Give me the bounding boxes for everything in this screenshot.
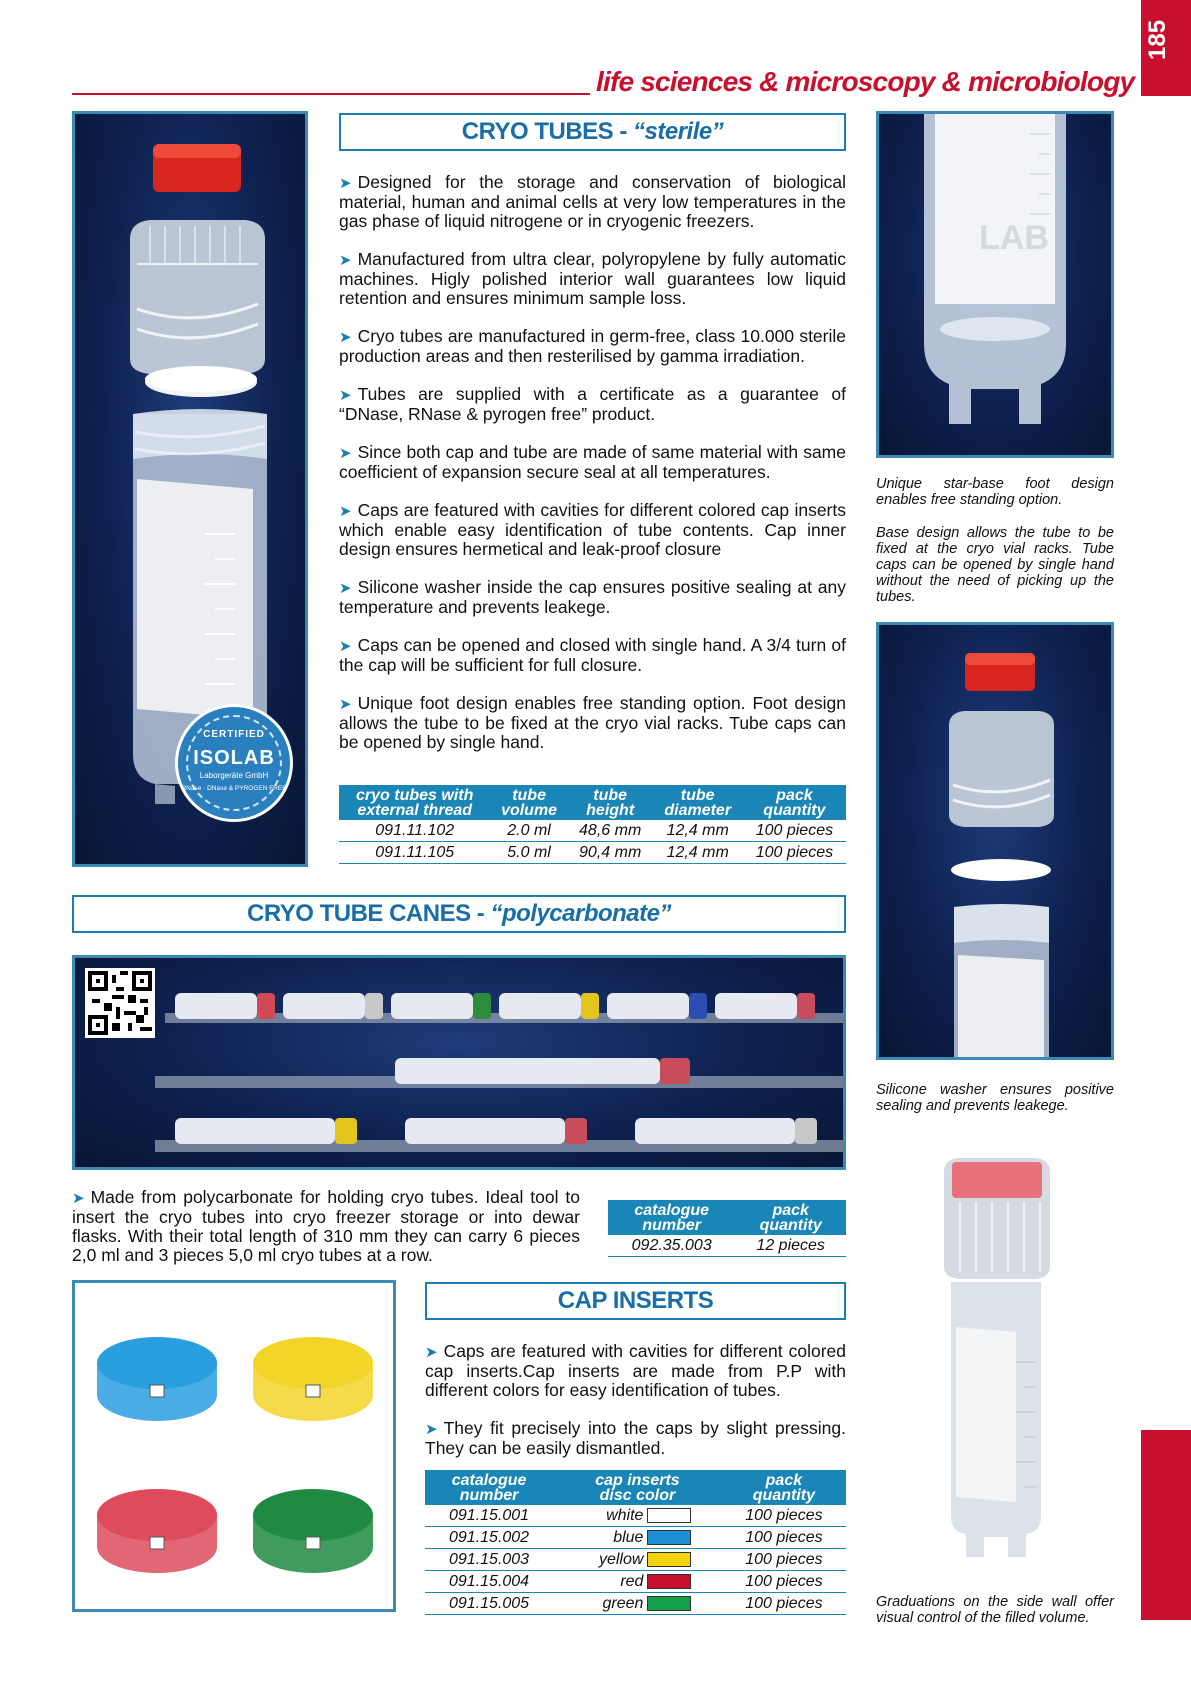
section-heading: life sciences & microscopy & microbiology xyxy=(596,66,1135,97)
table-cell: 100 pieces xyxy=(722,1571,846,1593)
color-swatch xyxy=(647,1552,691,1567)
arrow-right-icon: ➤ xyxy=(339,503,352,520)
table-cell xyxy=(553,1549,722,1571)
feature-paragraph: ➤ Silicone washer inside the cap ensures positive sealing at any temperature and prevents leakege. xyxy=(339,577,846,617)
arrow-right-icon: ➤ xyxy=(339,175,352,192)
arrow-right-icon: ➤ xyxy=(339,696,352,713)
full-tube-illustration xyxy=(876,1132,1114,1581)
cane-tube xyxy=(499,993,581,1019)
feature-paragraph: ➤ Tubes are supplied with a certificate as a guarantee of “DNase, RNase & pyrogen free” product. xyxy=(339,384,846,424)
column-header: catalogue number xyxy=(608,1200,735,1235)
table-header-row xyxy=(425,1470,846,1505)
canes-title xyxy=(72,895,846,933)
feature-paragraph: ➤ Caps can be opened and closed with single hand. A 3/4 turn of the cap will be sufficient for full closure. xyxy=(339,635,846,675)
canes-spec-table xyxy=(608,1200,846,1257)
table-cell: 12,4 mm xyxy=(653,842,743,864)
column-header: tube height xyxy=(568,785,653,820)
table-cell: 100 pieces xyxy=(743,820,846,842)
cane-tube xyxy=(391,993,473,1019)
table-cell: 091.15.005 xyxy=(425,1593,553,1615)
color-swatch xyxy=(647,1596,691,1611)
table-cell: 100 pieces xyxy=(743,842,846,864)
washer-photo xyxy=(876,622,1114,1060)
cane-tube-cap xyxy=(581,993,599,1019)
page-number: 185 xyxy=(1144,19,1171,60)
badge-subtitle: Laborgeräte GmbH xyxy=(199,771,269,780)
cane-tube xyxy=(607,993,689,1019)
table-row xyxy=(339,842,846,864)
star-base-caption: Unique star-base foot design enables free standing option. xyxy=(876,476,1114,508)
certified-badge xyxy=(175,704,293,822)
feature-paragraph: ➤ Designed for the storage and conservation of biological material, human and animal cells at very low temperatures in the gas phase of liquid nitrogene or in cryogenic freezers. xyxy=(339,172,846,231)
cap-inserts-photo xyxy=(72,1280,396,1612)
column-header: pack quantity xyxy=(735,1200,846,1235)
table-cell: 091.15.001 xyxy=(425,1505,553,1527)
cane-tube-cap xyxy=(689,993,707,1019)
canes-photo xyxy=(72,955,846,1170)
table-cell: 091.15.004 xyxy=(425,1571,553,1593)
feature-paragraph: ➤ Caps are featured with cavities for different colored cap inserts which enable easy identification of tube contents. Cap inner design ensures hermetical and leak-proof closure xyxy=(339,500,846,559)
cap-inserts-title: CAP INSERTS xyxy=(425,1282,846,1320)
table-row xyxy=(425,1549,846,1571)
column-header: pack quantity xyxy=(743,785,846,820)
arrow-right-icon: ➤ xyxy=(339,445,352,462)
star-base-photo xyxy=(876,111,1114,458)
cap-inserts-illustration xyxy=(75,1283,393,1609)
cap-insert-disc xyxy=(97,1489,217,1573)
table-row xyxy=(425,1571,846,1593)
disc-color-label: blue xyxy=(613,1528,644,1546)
disc-color-label: white xyxy=(606,1506,644,1524)
cap-inserts-features xyxy=(425,1342,846,1477)
canes-description xyxy=(72,1188,580,1284)
column-header: pack quantity xyxy=(722,1470,846,1505)
tube-base-illustration xyxy=(879,114,1111,455)
table-cell: 100 pieces xyxy=(722,1549,846,1571)
cane-tube-cap xyxy=(365,993,383,1019)
arrow-right-icon: ➤ xyxy=(339,580,352,597)
cryo-tubes-spec-table xyxy=(339,785,846,864)
badge-ring-text: RNase · DNase & PYROGEN FREE xyxy=(181,785,287,792)
color-swatch xyxy=(647,1530,691,1545)
table-cell: 100 pieces xyxy=(722,1505,846,1527)
cryo-tubes-features xyxy=(339,173,846,771)
column-header: tube volume xyxy=(490,785,567,820)
cane-tube-cap xyxy=(257,993,275,1019)
table-row xyxy=(339,820,846,842)
header-rule xyxy=(72,93,590,95)
base-design-caption: Base design allows the tube to be fixed at the cryo vial racks. Tube caps can be opened by single hand without the need of picking up the tubes. xyxy=(876,525,1114,605)
cap-insert-disc xyxy=(253,1337,373,1421)
arrow-right-icon: ➤ xyxy=(339,329,352,346)
cane-tube-cap xyxy=(473,993,491,1019)
svg-text:LAB: LAB xyxy=(979,219,1049,257)
table-cell: 5.0 ml xyxy=(490,842,567,864)
disc-color-label: red xyxy=(620,1572,644,1590)
cryo-tubes-title xyxy=(339,113,846,151)
table-cell: 100 pieces xyxy=(722,1527,846,1549)
color-swatch xyxy=(647,1508,691,1523)
table-cell: 48,6 mm xyxy=(568,820,653,842)
feature-paragraph: ➤ Caps are featured with cavities for different colored cap inserts.Cap inserts are made from P.P with different colors for easy identification of tubes. xyxy=(425,1341,846,1400)
disc-color-label: green xyxy=(602,1594,644,1612)
cap-inserts-spec-table xyxy=(425,1470,846,1615)
table-cell xyxy=(553,1527,722,1549)
table-cell: 12,4 mm xyxy=(653,820,743,842)
washer-illustration xyxy=(879,625,1111,1057)
feature-paragraph: ➤ Cryo tubes are manufactured in germ-free, class 10.000 sterile production areas and then resterilised by gamma irradiation. xyxy=(339,326,846,366)
table-cell xyxy=(553,1571,722,1593)
cryo-tube-exploded-photo xyxy=(72,111,308,867)
arrow-right-icon: ➤ xyxy=(339,638,352,655)
column-header: cap inserts disc color xyxy=(553,1470,722,1505)
color-swatch xyxy=(647,1574,691,1589)
table-row xyxy=(608,1235,846,1257)
table-cell: 091.15.003 xyxy=(425,1549,553,1571)
column-header: tube diameter xyxy=(653,785,743,820)
feature-paragraph: ➤ Manufactured from ultra clear, polyropylene by fully automatic machines. Higly polished interior wall guarantees low liquid retention and ensures minimum sample loss. xyxy=(339,249,846,308)
table-cell xyxy=(553,1593,722,1615)
arrow-right-icon: ➤ xyxy=(339,252,352,269)
table-header-row xyxy=(608,1200,846,1235)
table-cell: 091.11.102 xyxy=(339,820,490,842)
page-number-tab xyxy=(1141,0,1191,96)
table-cell: 100 pieces xyxy=(722,1593,846,1615)
table-cell: 90,4 mm xyxy=(568,842,653,864)
cane-tube xyxy=(715,993,797,1019)
arrow-right-icon: ➤ xyxy=(425,1421,438,1438)
cap-insert-disc xyxy=(97,1337,217,1421)
table-row xyxy=(425,1505,846,1527)
badge-brand: ISOLAB xyxy=(193,747,275,769)
canes-title-main: CRYO TUBE CANES - xyxy=(246,900,491,927)
cane-tube xyxy=(175,993,257,1019)
canes-title-italic: “polycarbonate” xyxy=(490,900,671,927)
feature-paragraph: ➤ Made from polycarbonate for holding cryo tubes. Ideal tool to insert the cryo tubes into cryo freezer storage or into dewar flasks. With their total length of 310 mm they can carry 6 pieces 2,0 ml and 3 pieces 5,0 ml cryo tubes at a row. xyxy=(72,1187,580,1265)
table-cell: 091.15.002 xyxy=(425,1527,553,1549)
cane-tube-cap xyxy=(797,993,815,1019)
washer-caption: Silicone washer ensures positive sealing and prevents leakege. xyxy=(876,1082,1114,1114)
feature-paragraph: ➤ Since both cap and tube are made of same material with same coefficient of expansion secure seal at all temperatures. xyxy=(339,442,846,482)
table-header-row xyxy=(339,785,846,820)
cane-tube xyxy=(283,993,365,1019)
arrow-right-icon: ➤ xyxy=(339,387,352,404)
table-cell: 092.35.003 xyxy=(608,1235,735,1257)
column-header: cryo tubes with external thread xyxy=(339,785,490,820)
disc-color-label: yellow xyxy=(598,1550,644,1568)
canes-illustration xyxy=(135,958,846,1168)
table-cell xyxy=(553,1505,722,1527)
side-color-bar xyxy=(1141,1430,1191,1620)
column-header: catalogue number xyxy=(425,1470,553,1505)
arrow-right-icon: ➤ xyxy=(72,1190,85,1207)
feature-paragraph: ➤ They fit precisely into the caps by slight pressing. They can be easily dismantled. xyxy=(425,1418,846,1458)
feature-paragraph: ➤ Unique foot design enables free standing option. Foot design allows the tube to be fixed at the cryo vial racks. Tube caps can be opened by single hand. xyxy=(339,693,846,752)
graduations-caption: Graduations on the side wall offer visual control of the filled volume. xyxy=(876,1594,1114,1626)
table-cell: 091.11.105 xyxy=(339,842,490,864)
cryo-tubes-title-italic: “sterile” xyxy=(633,118,724,145)
cap-insert-disc xyxy=(253,1489,373,1573)
cryo-tubes-title-main: CRYO TUBES - xyxy=(461,118,634,145)
graduations-photo xyxy=(876,1132,1114,1581)
table-cell: 12 pieces xyxy=(735,1235,846,1257)
badge-top-text: CERTIFIED xyxy=(203,729,265,740)
arrow-right-icon: ➤ xyxy=(425,1344,438,1361)
table-row xyxy=(425,1527,846,1549)
table-cell: 2.0 ml xyxy=(490,820,567,842)
table-row xyxy=(425,1593,846,1615)
